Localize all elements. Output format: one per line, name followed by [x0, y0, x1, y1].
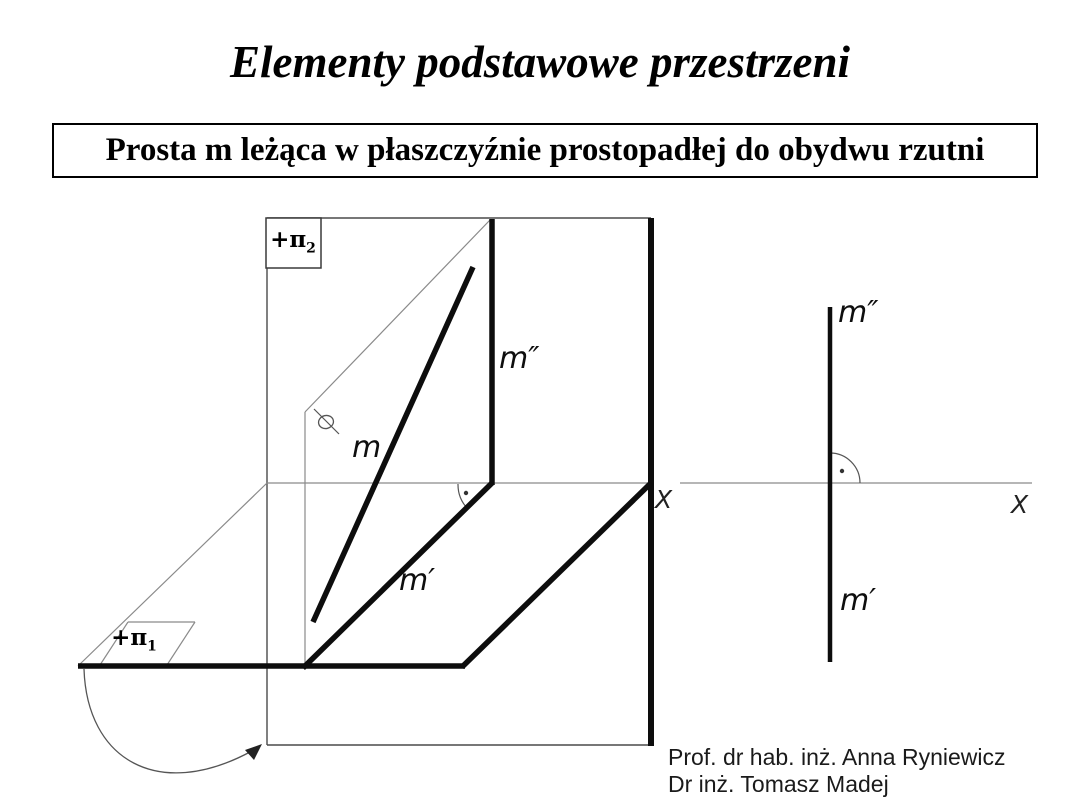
axis-label-x-left: X: [655, 485, 673, 514]
pi1-label: $+\pi_1$: [111, 624, 157, 655]
subtitle-text: Prosta m leżąca w płaszczyźnie prostopadłej do obydwu rzutni: [105, 132, 985, 168]
rotation-arc: [84, 669, 250, 773]
pi1-label-box-right: [167, 622, 195, 665]
axis-label-x-right: X: [1011, 490, 1029, 519]
rotation-arc-arrowhead-icon: [245, 744, 262, 760]
pi2-label: $+\pi_2$: [270, 226, 316, 257]
phi-plane-top-edge: [305, 220, 490, 412]
label-m-prime-left: m′: [399, 563, 436, 598]
pi1-plane-right-edge: [462, 483, 651, 667]
right-angle-dot-right: [840, 469, 844, 473]
right-angle-dot-left: [464, 491, 468, 495]
right-angle-arc-right: [830, 453, 860, 483]
label-m-prime-right: m′: [840, 583, 877, 618]
credits: [668, 744, 1006, 798]
credits-line-2: Dr inż. Tomasz Madej: [668, 771, 889, 797]
phi-plane-symbol: [314, 409, 339, 434]
label-m: m: [352, 430, 382, 465]
page-title: Elementy podstawowe przestrzeni: [229, 37, 851, 87]
credits-line-1: Prof. dr hab. inż. Anna Ryniewicz: [668, 744, 1006, 770]
label-m-double-prime-left: m″: [499, 341, 540, 376]
label-m-double-prime-right: m″: [838, 295, 879, 330]
